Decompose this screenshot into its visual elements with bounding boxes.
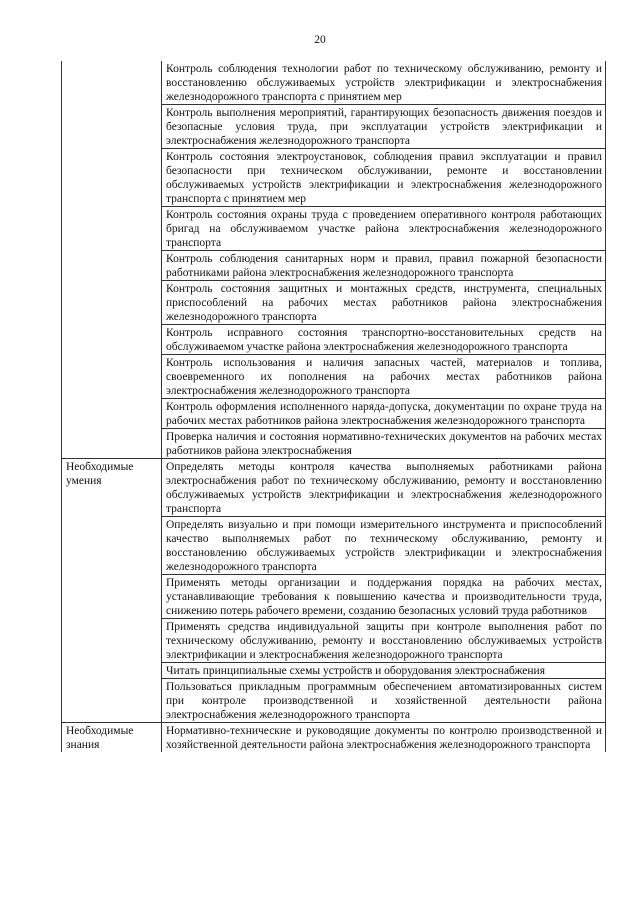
requirement-item: Контроль соблюдения технологии работ по техническому обслуживанию, ремонту и восстановлению обслуживаемых устройств электрификации и электроснабжения железнодорожного транспорта с принятием мер xyxy=(162,61,606,105)
requirement-item: Контроль оформления исполненного наряда-допуска, документации по охране труда на рабочих местах работников района электроснабжения железнодорожного транспорта xyxy=(162,399,606,429)
requirement-item: Применять методы организации и поддержания порядка на рабочих местах, устанавливающие требования к повышению качества и производительности труда, снижению потерь рабочего времени, созданию безопасных условий труда работников xyxy=(162,575,606,619)
section-label: Необходимые знания xyxy=(62,723,162,753)
requirement-item: Читать принципиальные схемы устройств и оборудования электроснабжения xyxy=(162,663,606,679)
table-row xyxy=(62,723,606,753)
requirement-item: Определять методы контроля качества выполняемых работниками района электроснабжения работ по техническому обслуживанию, ремонту и восстановлению обслуживаемых устройств электрификации и электроснабжения железнодорожного транспорта xyxy=(162,459,606,517)
requirement-item: Контроль состояния электроустановок, соблюдения правил эксплуатации и правил безопасности при техническом обслуживании, ремонте и восстановлении обслуживаемых устройств электрификации и электроснабжения железнодорожного транспорта с принятием мер xyxy=(162,149,606,207)
requirement-item: Контроль выполнения мероприятий, гарантирующих безопасность движения поездов и безопасные условия труда, при эксплуатации устройств электрификации и электроснабжения железнодорожного транспорта xyxy=(162,105,606,149)
page-number: 20 xyxy=(314,34,326,46)
section-label xyxy=(62,61,162,459)
requirement-item: Контроль использования и наличия запасных частей, материалов и топлива, своевременного их пополнения на рабочих местах работников района электроснабжения железнодорожного транспорта xyxy=(162,355,606,399)
requirements-table-body xyxy=(62,61,606,752)
table-row xyxy=(62,61,606,105)
requirement-item: Контроль исправного состояния транспортно-восстановительных средств на обслуживаемом участке района электроснабжения железнодорожного транспорта xyxy=(162,325,606,355)
requirement-item: Проверка наличия и состояния нормативно-технических документов на рабочих местах работников района электроснабжения xyxy=(162,429,606,459)
requirements-table xyxy=(61,61,606,752)
requirement-item: Применять средства индивидуальной защиты при контроле выполнения работ по техническому обслуживанию, ремонту и восстановлению обслуживаемых устройств электрификации и электроснабжения железнодорожного транспорта xyxy=(162,619,606,663)
table-row xyxy=(62,459,606,517)
requirement-item: Контроль состояния защитных и монтажных средств, инструмента, специальных приспособлений на рабочих местах работников района электроснабжения железнодорожного транспорта xyxy=(162,281,606,325)
requirement-item: Нормативно-технические и руководящие документы по контролю производственной и хозяйственной деятельности района электроснабжения железнодорожного транспорта xyxy=(162,723,606,753)
requirement-item: Определять визуально и при помощи измерительного инструмента и приспособлений качество выполняемых работ по техническому обслуживанию, ремонту и восстановлению обслуживаемых устройств электрификации и электроснабжения железнодорожного транспорта xyxy=(162,517,606,575)
section-label: Необходимые умения xyxy=(62,459,162,723)
requirement-item: Пользоваться прикладным программным обеспечением автоматизированных систем при контроле производственной и хозяйственной деятельности района электроснабжения железнодорожного транспорта xyxy=(162,679,606,723)
requirement-item: Контроль состояния охраны труда с проведением оперативного контроля работающих бригад на обслуживаемом участке района электроснабжения железнодорожного транспорта xyxy=(162,207,606,251)
requirement-item: Контроль соблюдения санитарных норм и правил, правил пожарной безопасности работниками района электроснабжения железнодорожного транспорта xyxy=(162,251,606,281)
